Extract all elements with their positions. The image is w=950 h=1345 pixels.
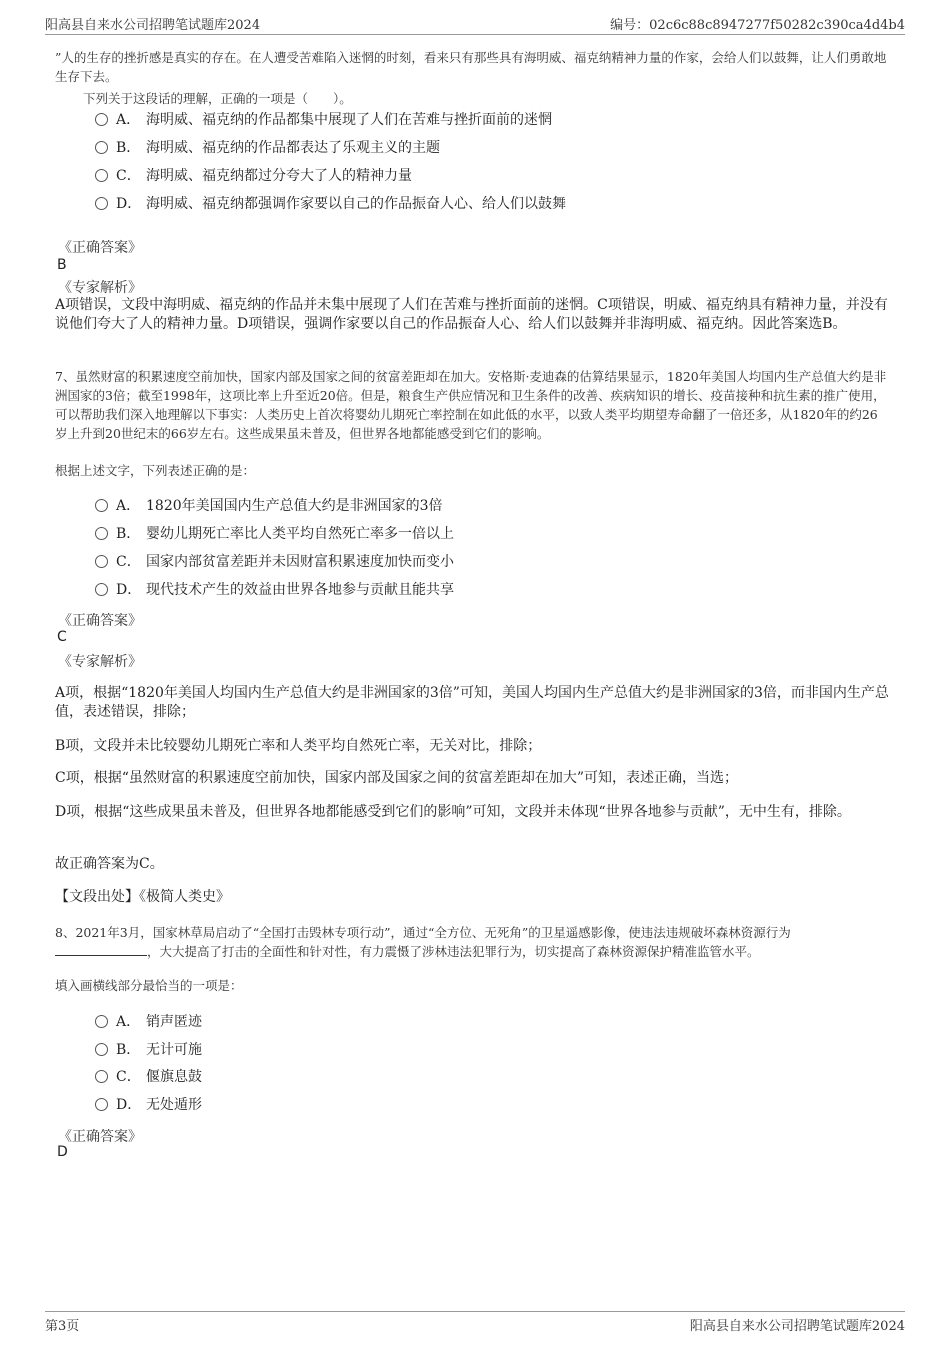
radio-icon[interactable] — [95, 141, 108, 154]
q7-option-c[interactable]: C． 国家内部贫富差距并未因财富积累速度加快而变小 — [95, 551, 454, 573]
q8-answer-label: 《正确答案》 — [58, 1129, 142, 1145]
q7-analysis-c: C项，根据“虽然财富的积累速度空前加快，国家内部及国家之间的贫富差距却在加大”可知，表述正确，当选； — [55, 770, 739, 786]
radio-icon[interactable] — [95, 1043, 108, 1056]
q8-passage: 8、2021年3月，国家林草局启动了“全国打击毁林专项行动”，通过“全方位、无死角”的卫星遥感影像，使违法违规破坏森林资源行为 ，大大提高了打击的全面性和针对性，有力震慑了涉林违法犯罪行为，切实提高了森林资源保护精准监管水平。 — [55, 925, 791, 959]
page-number: 第3页 — [45, 1319, 80, 1334]
q6-option-b[interactable]: B． 海明威、福克纳的作品都表达了乐观主义的主题 — [95, 137, 440, 159]
q8-option-c[interactable]: C． 偃旗息鼓 — [95, 1066, 202, 1088]
q8-option-d[interactable]: D． 无处遁形 — [95, 1094, 202, 1116]
page-footer — [45, 1311, 905, 1335]
radio-icon[interactable] — [95, 113, 108, 126]
radio-icon[interactable] — [95, 583, 108, 596]
q6-prompt: 下列关于这段话的理解，正确的一项是（ ）。 — [83, 91, 352, 106]
q7-passage: 7、虽然财富的积累速度空前加快，国家内部及国家之间的贫富差距却在加大。安格斯·麦迪森的估算结果显示，1820年美国人均国内生产总值大约是非洲国家的3倍；截至1998年，这项比率上升至近20倍。但是，粮食生产供应情况和卫生条件的改善、疾病知识的增长、疫苗接种和抗生素的推广使用，可以帮助我们深入地理解以下事实：人类历史上首次将婴幼儿期死亡率控制在如此低的水平，以致人类平均期望寿命翻了一倍还多，从1820年的约26岁上升到20世纪末的66岁左右。这些成果虽未普及，但世界各地都能感受到它们的影响。 — [55, 369, 887, 441]
q7-answer: C — [57, 629, 67, 645]
q6-analysis: A项错误，文段中海明威、福克纳的作品并未集中展现了人们在苦难与挫折面前的迷惘。C项错误，明威、福克纳具有精神力量，并没有说他们夸大了人的精神力量。D项错误，强调作家要以自己的作品振奋人心、给人们以鼓舞并非海明威、福克纳。因此答案选B。 — [55, 297, 888, 332]
q6-option-d[interactable]: D． 海明威、福克纳都强调作家要以自己的作品振奋人心、给人们以鼓舞 — [95, 193, 566, 215]
q6-option-c[interactable]: C． 海明威、福克纳都过分夸大了人的精神力量 — [95, 165, 412, 187]
q7-prompt: 根据上述文字，下列表述正确的是： — [55, 463, 256, 478]
q7-analysis-label: 《专家解析》 — [58, 654, 142, 670]
q8-prompt: 填入画横线部分最恰当的一项是： — [55, 978, 243, 993]
q7-source: 【文段出处】《极简人类史》 — [55, 889, 230, 905]
radio-icon[interactable] — [95, 197, 108, 210]
fill-blank — [55, 943, 147, 956]
q7-analysis-d: D项，根据“这些成果虽未普及，但世界各地都能感受到它们的影响”可知，文段并未体现“世界各地参与贡献”，无中生有，排除。 — [55, 804, 851, 820]
radio-icon[interactable] — [95, 1098, 108, 1111]
q6-analysis-label: 《专家解析》 — [58, 280, 142, 296]
radio-icon[interactable] — [95, 555, 108, 568]
q7-option-a[interactable]: A． 1820年美国国内生产总值大约是非洲国家的3倍 — [95, 495, 443, 517]
radio-icon[interactable] — [95, 499, 108, 512]
q7-conclusion: 故正确答案为C。 — [55, 856, 164, 872]
header-doc-id: 编号：02c6c88c8947277f50282c390ca4d4b4 — [610, 18, 905, 33]
page-header — [45, 14, 905, 35]
q7-analysis-a: A项，根据“1820年美国人均国内生产总值大约是非洲国家的3倍”可知，美国人均国内生产总值大约是非洲国家的3倍，而非国内生产总值，表述错误，排除； — [55, 685, 889, 720]
q8-answer: D — [57, 1144, 68, 1160]
q8-option-a[interactable]: A． 销声匿迹 — [95, 1011, 202, 1033]
footer-title: 阳高县自来水公司招聘笔试题库2024 — [689, 1319, 905, 1334]
q7-option-b[interactable]: B． 婴幼儿期死亡率比人类平均自然死亡率多一倍以上 — [95, 523, 454, 545]
radio-icon[interactable] — [95, 527, 108, 540]
radio-icon[interactable] — [95, 1070, 108, 1083]
q7-answer-label: 《正确答案》 — [58, 613, 142, 629]
q7-option-d[interactable]: D． 现代技术产生的效益由世界各地参与贡献且能共享 — [95, 579, 454, 601]
q6-option-a[interactable]: A． 海明威、福克纳的作品都集中展现了人们在苦难与挫折面前的迷惘 — [95, 109, 552, 131]
q6-answer: B — [57, 257, 67, 273]
q6-passage: ”人的生存的挫折感是真实的存在。在人遭受苦难陷入迷惘的时刻，看来只有那些具有海明威、福克纳精神力量的作家，会给人们以鼓舞，让人们勇敢地生存下去。 — [55, 50, 887, 84]
radio-icon[interactable] — [95, 1015, 108, 1028]
header-title: 阳高县自来水公司招聘笔试题库2024 — [45, 18, 261, 33]
q8-option-b[interactable]: B． 无计可施 — [95, 1039, 202, 1061]
q7-analysis-b: B项，文段并未比较婴幼儿期死亡率和人类平均自然死亡率，无关对比，排除； — [55, 738, 542, 754]
q6-answer-label: 《正确答案》 — [58, 240, 142, 256]
radio-icon[interactable] — [95, 169, 108, 182]
